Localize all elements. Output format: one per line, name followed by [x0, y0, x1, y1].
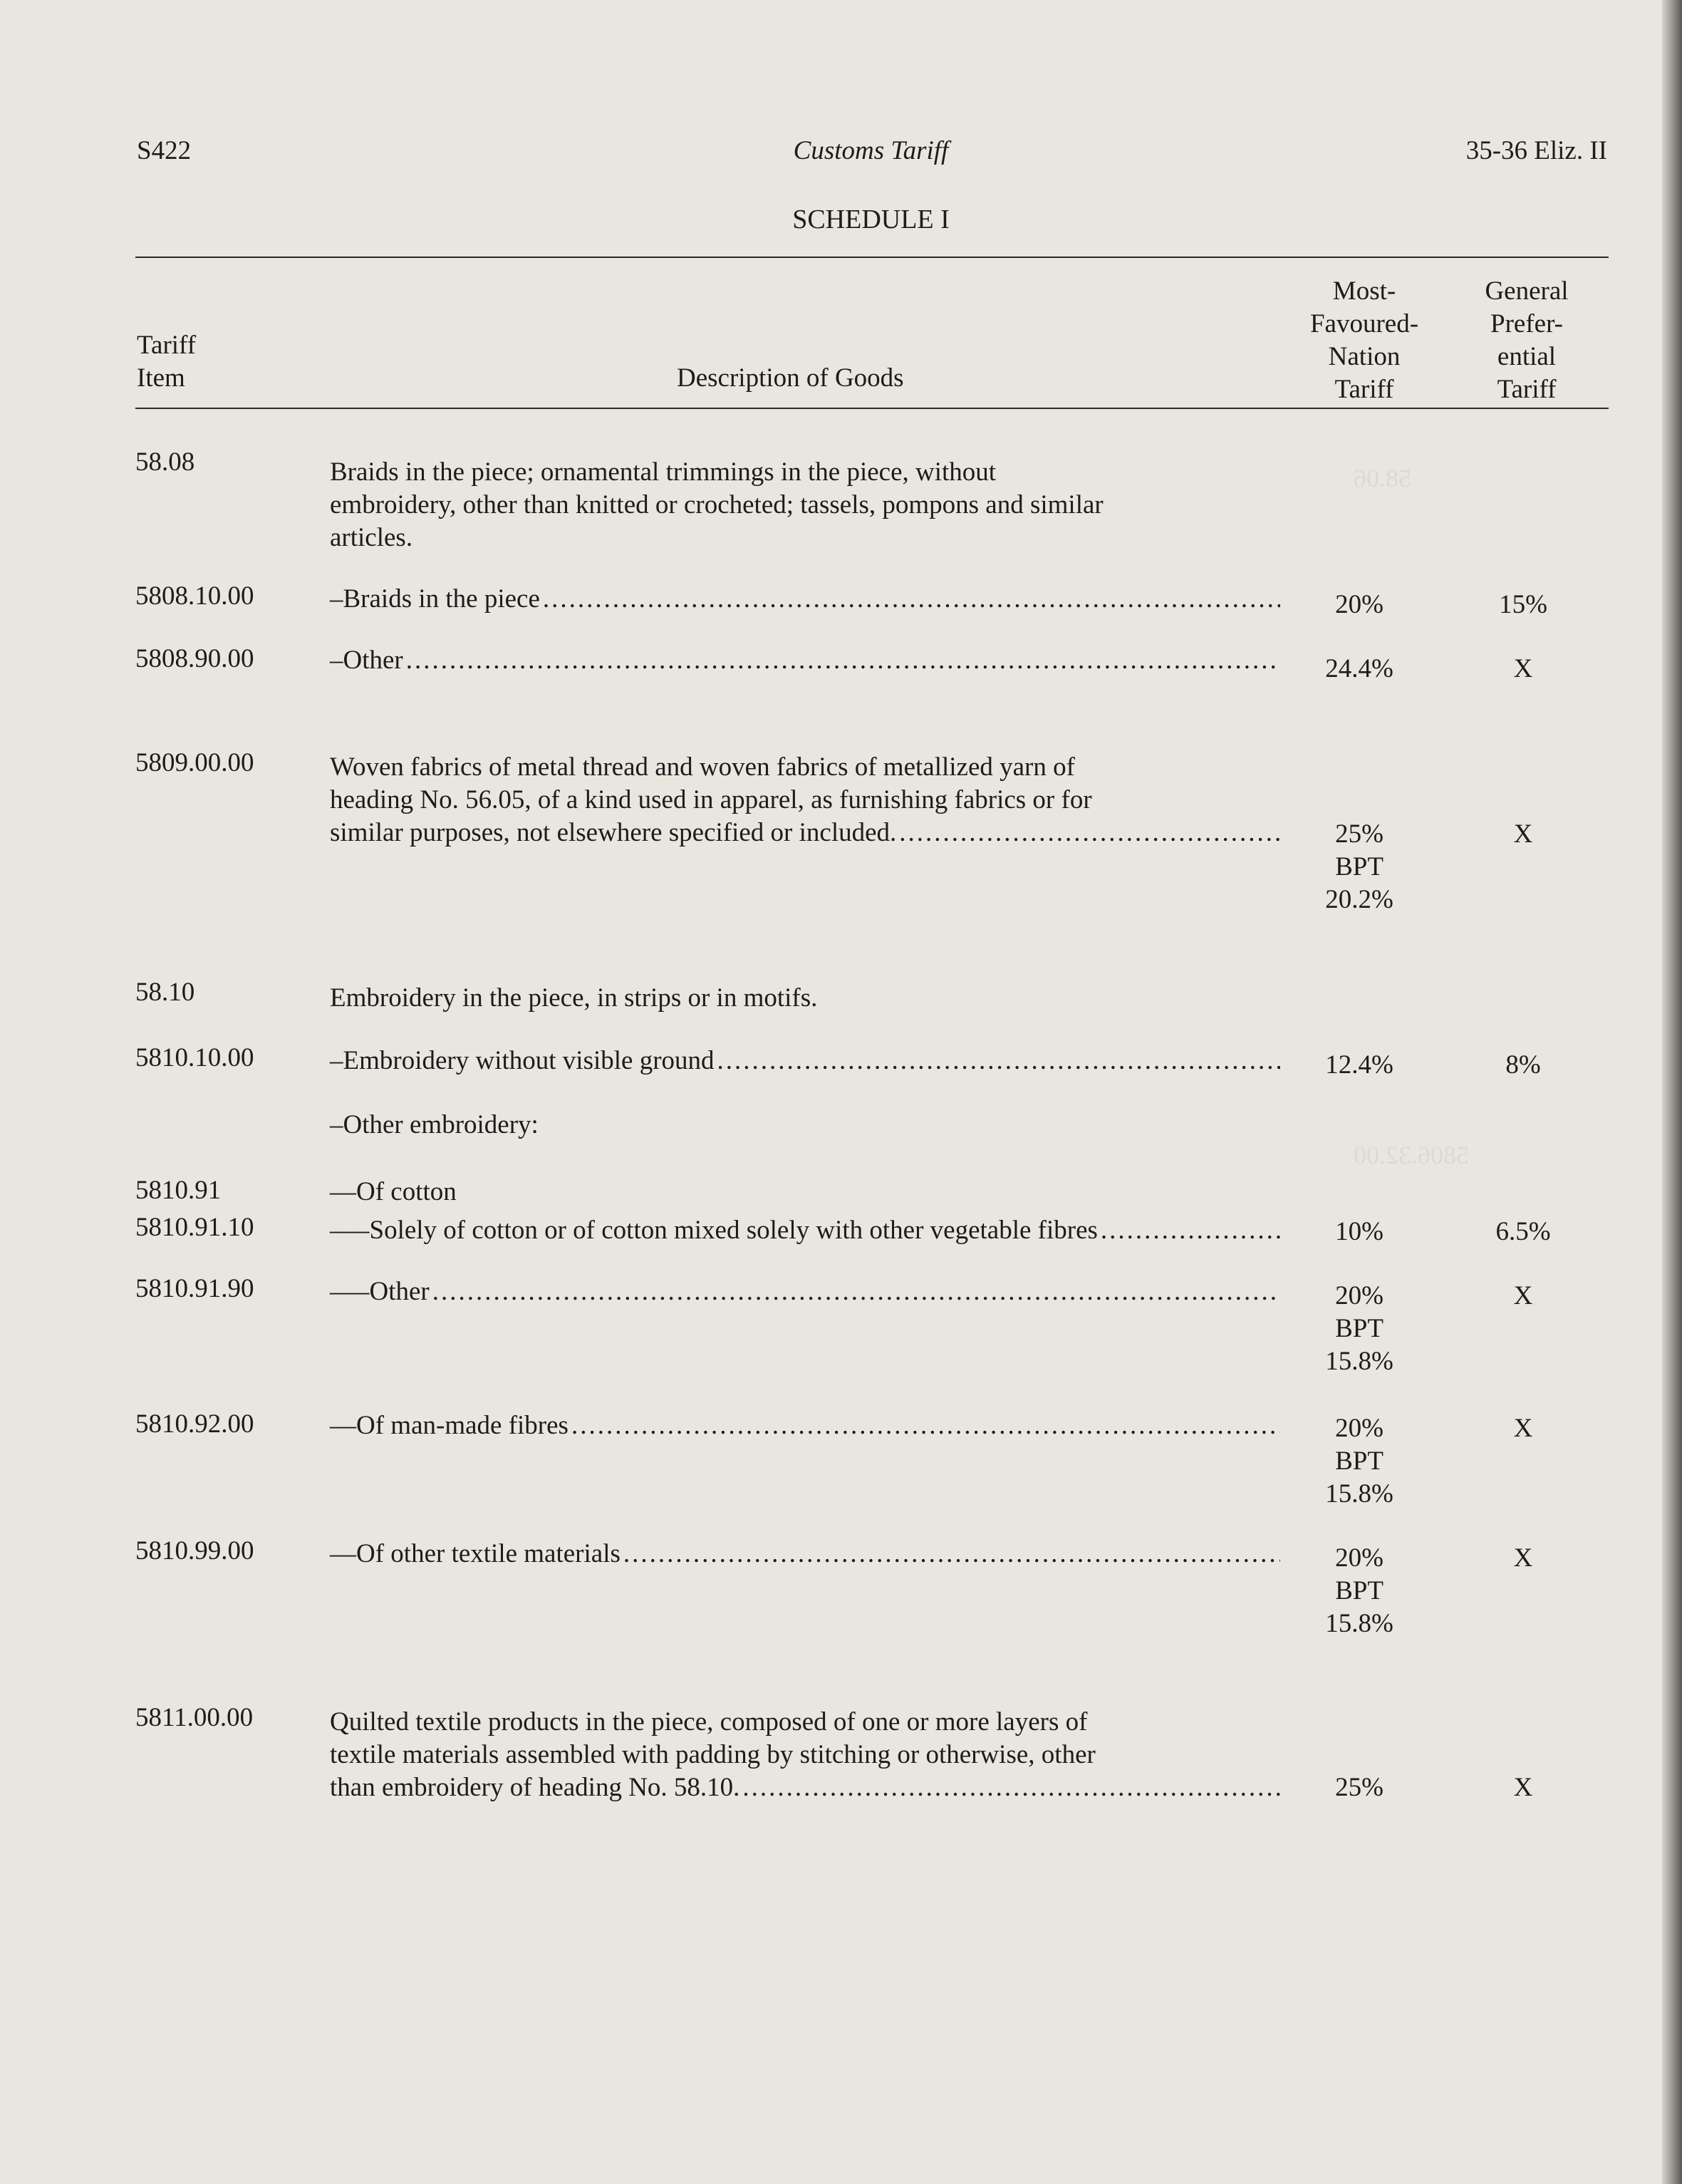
tariff-item-code: 5809.00.00 [135, 748, 254, 777]
goods-description: Braids in the piece; ornamental trimmings in the piece, without embroidery, other than knitted or crocheted; tassels, pompons and similar articles. [330, 457, 1104, 552]
page-binding-edge [1662, 0, 1682, 2184]
tariff-item-code: 5810.91.10 [135, 1213, 254, 1242]
goods-description: –––Solely of cotton or of cotton mixed solely with other vegetable fibres ..... [330, 1214, 1283, 1247]
goods-description: ––Of cotton [330, 1177, 457, 1206]
bleed-through-text: 58.06 [1354, 464, 1411, 492]
tariff-item-code: 5810.92.00 [135, 1409, 254, 1439]
tariff-item-code: 5810.91 [135, 1176, 222, 1205]
goods-description: –––Other ..... [330, 1275, 1283, 1308]
mfn-rate: 24.4% [1325, 654, 1393, 683]
mfn-rate: 25% [1335, 1773, 1384, 1802]
gpt-rate: X [1513, 654, 1533, 683]
mfn-rate: 12.4% [1325, 1050, 1393, 1080]
dot-leader [406, 644, 1280, 677]
gpt-rate: X [1513, 1281, 1533, 1310]
gpt-rate: 6.5% [1495, 1217, 1551, 1246]
dot-leader [899, 817, 1280, 849]
goods-description: ––Of man-made fibres ..... [330, 1409, 1283, 1442]
gpt-rate: 8% [1505, 1050, 1541, 1080]
goods-description: Embroidery in the piece, in strips or in motifs. [330, 983, 818, 1013]
tariff-item-code: 5810.99.00 [135, 1536, 254, 1565]
goods-subheading: –Other embroidery: [330, 1110, 539, 1139]
dot-leader [571, 1409, 1280, 1442]
dot-leader [717, 1045, 1280, 1077]
session-label: 35-36 Eliz. II [1465, 136, 1607, 165]
tariff-item-code: 5808.10.00 [135, 581, 254, 611]
gpt-rate: X [1513, 1414, 1533, 1443]
goods-description: Quilted textile products in the piece, composed of one or more layers of textile materials assembled with padding by stitching or otherwise, other than embroidery of heading No. 58.10. ..... [330, 1706, 1283, 1804]
dot-leader [623, 1538, 1280, 1570]
table-top-rule [135, 257, 1609, 258]
gpt-rate: 15% [1499, 590, 1547, 619]
tariff-item-code: 5810.91.90 [135, 1274, 254, 1303]
mfn-rate: 20% [1335, 590, 1384, 619]
column-header-mfn-tariff: Most- Favoured- Nation Tariff [1309, 276, 1419, 404]
goods-description: –Embroidery without visible ground ..... [330, 1045, 1283, 1077]
goods-description: Woven fabrics of metal thread and woven fabrics of metallized yarn of heading No. 56.05, of a kind used in apparel, as furnishing fabrics or for similar purposes, not elsewhere specified or included. ..... [330, 751, 1283, 849]
goods-description: ––Of other textile materials ..... [330, 1538, 1283, 1570]
tariff-item-code: 5811.00.00 [135, 1703, 254, 1732]
table-header-rule [135, 408, 1609, 409]
mfn-rate: 25% BPT 20.2% [1325, 819, 1393, 914]
gpt-rate: X [1513, 1773, 1533, 1802]
page-number: S422 [137, 136, 192, 165]
dot-leader [742, 1771, 1280, 1804]
running-title: Customs Tariff [793, 136, 949, 165]
mfn-rate: 10% [1335, 1217, 1384, 1246]
column-header-tariff-item: Tariff Item [137, 331, 197, 393]
dot-leader [543, 583, 1280, 616]
tariff-item-code: 5808.90.00 [135, 644, 254, 673]
dot-leader [1101, 1214, 1280, 1247]
mfn-rate: 20% BPT 15.8% [1325, 1281, 1393, 1376]
gpt-rate: X [1513, 819, 1533, 849]
dot-leader [432, 1275, 1280, 1308]
mfn-rate: 20% BPT 15.8% [1325, 1543, 1393, 1638]
column-header-gpt-tariff: General Prefer- ential Tariff [1485, 276, 1569, 404]
goods-description: –Braids in the piece ..... [330, 583, 1283, 616]
column-header-description: Description of Goods [677, 363, 904, 393]
goods-description: –Other ..... [330, 644, 1283, 677]
schedule-title: SCHEDULE I [792, 205, 950, 234]
tariff-item-code: 58.08 [135, 447, 195, 477]
mfn-rate: 20% BPT 15.8% [1325, 1414, 1393, 1508]
bleed-through-text: 5806.32.00 [1354, 1141, 1469, 1169]
tariff-item-code: 58.10 [135, 978, 195, 1007]
gpt-rate: X [1513, 1543, 1533, 1573]
tariff-item-code: 5810.10.00 [135, 1043, 254, 1072]
